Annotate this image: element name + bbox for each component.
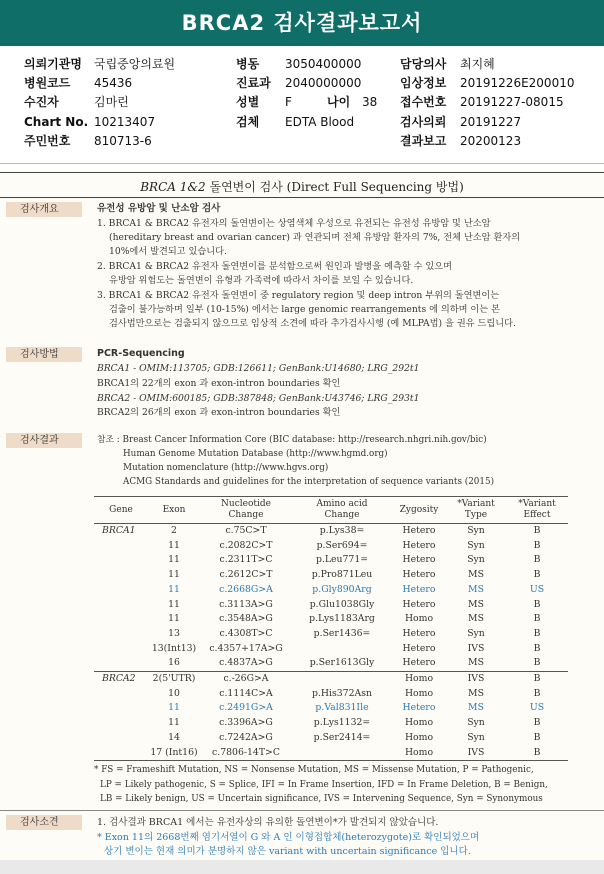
value-clinical-info: 20191226E200010 (460, 76, 575, 90)
zygosity-cell: Homo (404, 687, 434, 699)
method-line-1: BRCA1 - OMIM:113705; GDB:126611; GenBank:U14680; LRG_292t1 (97, 363, 420, 374)
value-hospital-code: 45436 (94, 76, 133, 90)
result-ref-1: 참조 : Breast Cancer Information Core (BIC database: http://research.nhgri.nih.gov/bic) (97, 435, 487, 445)
variant-effect-cell: B (506, 672, 568, 687)
zygosity-cell: Hetero (402, 642, 436, 654)
variant-type-cell: MS (468, 613, 484, 625)
nucleotide-cell: c.7806-14T>C (200, 746, 292, 761)
overview-line-8: 검사법만으로는 검출되지 않으므로 임상적 소견에 따라 추가검사시행 (예 MLPA법) 을 권유 드립니다. (109, 318, 516, 329)
variant-effect-cell: B (533, 627, 541, 639)
label-ward: 병동 (236, 57, 260, 71)
label-chart-no: Chart No. (24, 115, 89, 129)
variant-row (94, 656, 568, 671)
overview-line-7: 검출이 불가능하며 일부 (10-15%) 에서는 large genomic rearrangements 에 의하며 이는 본 (109, 304, 500, 315)
variant-row (94, 672, 568, 687)
amino-acid-cell: p.Ser1436= (313, 627, 371, 639)
variant-effect-cell: B (533, 539, 541, 551)
exon-cell: 11 (168, 613, 180, 625)
abbreviation-footnote (94, 763, 548, 807)
variant-type-cell: MS (468, 569, 484, 581)
label-physician: 담당의사 (400, 57, 447, 71)
report-title (0, 178, 604, 195)
nucleotide-cell: c.3113A>G (219, 598, 273, 610)
value-department: 2040000000 (285, 76, 362, 90)
section-tag-conclusion: 검사소견 (6, 815, 82, 830)
col-zygosity: Zygosity (392, 497, 446, 524)
variant-row (94, 524, 568, 539)
amino-acid-cell: p.Leu771= (315, 554, 369, 566)
value-patient: 김마린 (94, 95, 129, 109)
variant-effect-cell: B (533, 554, 541, 566)
method-line-3: BRCA2 - OMIM:600185; GDB:387848; GenBank:U43746; LRG_293t1 (97, 393, 420, 404)
section-tag-result: 검사결과 (6, 433, 82, 448)
footnote-line-2: LP = Likely pathogenic, S = Splice, IFI = In Frame Insertion, IFD = In Frame Deletion, B = Benign, (100, 779, 548, 790)
col-amino-acid-change: Amino acid Change (292, 497, 392, 524)
conclusion-line-3: 상기 변이는 현재 의미가 분명하지 않은 variant with uncertain significance 입니다. (104, 846, 471, 857)
zygosity-cell: Hetero (402, 583, 436, 595)
zygosity-cell: Hetero (402, 554, 436, 566)
label-receipt-no: 접수번호 (400, 95, 447, 109)
label-clinical-info: 임상정보 (400, 76, 447, 90)
label-test-request: 검사의뢰 (400, 115, 447, 129)
zygosity-cell: Homo (392, 746, 446, 761)
variant-type-cell: Syn (467, 731, 485, 743)
label-department: 진료과 (236, 76, 271, 90)
col-exon: Exon (148, 497, 200, 524)
variant-row (94, 539, 568, 554)
label-specimen: 검체 (236, 115, 260, 129)
gene-cell (94, 568, 148, 583)
nucleotide-cell: c.4308T>C (219, 627, 273, 639)
nucleotide-cell: c.1114C>A (219, 687, 273, 699)
variant-type-cell: IVS (446, 672, 506, 687)
col-variant-type: *Variant Type (446, 497, 506, 524)
overview-line-1: 1. BRCA1 & BRCA2 유전자의 돌연변이는 상염색체 우성으로 유전되는 유전성 유방암 및 난소암 (97, 218, 491, 229)
exon-cell: 11 (168, 539, 180, 551)
report-body (0, 170, 604, 874)
col-gene: Gene (94, 497, 148, 524)
exon-cell: 17 (Int16) (148, 746, 200, 761)
value-requesting-institution: 국립중앙의료원 (94, 57, 176, 71)
value-receipt-no: 20191227-08015 (460, 95, 564, 109)
label-patient: 수진자 (24, 95, 59, 109)
amino-acid-cell: p.Ser2414= (313, 731, 371, 743)
nucleotide-cell: c.2612C>T (219, 569, 273, 581)
overview-line-5: 유방암 위험도는 돌연변이 유형과 가족력에 따라서 차이를 보일 수 있습니다. (109, 275, 414, 286)
label-requesting-institution: 의뢰기관명 (24, 57, 82, 71)
amino-acid-cell: p.Gly890Arg (312, 583, 372, 595)
variant-type-cell: MS (468, 598, 484, 610)
zygosity-cell: Hetero (402, 657, 436, 669)
variant-effect-cell: B (533, 525, 541, 536)
footnote-line-3: LB = Likely benign, US = Uncertain significance, IVS = Intervening Sequence, Syn = Synonymous (100, 794, 543, 804)
exon-cell: 11 (168, 583, 180, 595)
section-tag-overview: 검사개요 (6, 202, 82, 217)
variant-effect-cell: B (533, 613, 541, 625)
exon-cell: 13(Int13) (151, 642, 197, 654)
result-ref-2: Human Genome Mutation Database (http://www.hgmd.org) (123, 449, 388, 459)
value-ward: 3050400000 (285, 57, 362, 71)
variant-table (94, 496, 568, 761)
patient-header (0, 48, 604, 161)
title-rule-top (0, 172, 604, 173)
gene-cell (94, 716, 148, 731)
variant-type-cell: Syn (467, 717, 485, 729)
nucleotide-cell: c.2082C>T (219, 539, 273, 551)
variant-type-cell: MS (468, 702, 484, 714)
value-age: 38 (362, 95, 378, 109)
variant-effect-cell: B (533, 717, 541, 729)
exon-cell: 11 (168, 554, 180, 566)
nucleotide-cell: c.4357+17A>G (209, 642, 283, 654)
zygosity-cell: Hetero (402, 569, 436, 581)
nucleotide-cell: c.3548A>G (219, 613, 273, 625)
variant-effect-cell: B (533, 598, 541, 610)
gene-cell: BRCA2 (94, 672, 148, 687)
label-result-report: 결과보고 (400, 134, 447, 148)
exon-cell: 11 (168, 702, 180, 714)
zygosity-cell: Homo (404, 613, 434, 625)
exon-cell: 13 (168, 627, 180, 639)
variant-row (94, 642, 568, 657)
label-resident-no: 주민번호 (24, 134, 71, 148)
amino-acid-cell: p.Glu1038Gly (309, 598, 375, 610)
variant-row (94, 553, 568, 568)
variant-rows (94, 524, 568, 761)
variant-effect-cell: B (533, 731, 541, 743)
overview-line-4: 2. BRCA1 & BRCA2 유전자 돌연변이를 분석함으로써 원인과 발병을 예측할 수 있으며 (97, 261, 453, 272)
nucleotide-cell: c.-26G>A (200, 672, 292, 687)
label-age: 나이 (327, 95, 351, 109)
value-test-request: 20191227 (460, 115, 522, 129)
variant-row (94, 701, 568, 716)
exon-cell: 2 (171, 525, 177, 536)
variant-effect-cell: B (533, 642, 541, 654)
variant-type-cell: MS (468, 583, 484, 595)
result-ref-3: Mutation nomenclature (http://www.hgvs.org) (123, 463, 329, 473)
gene-cell (94, 656, 148, 671)
amino-acid-cell: p.Lys38= (319, 525, 365, 536)
variant-row (94, 612, 568, 627)
exon-cell: 11 (168, 569, 180, 581)
conclusion-line-2: * Exon 11의 2668번째 염기서열이 G 와 A 인 이형접합체(heterozygote)로 확인되었으며 (97, 832, 480, 843)
overview-heading: 유전성 유방암 및 난소암 검사 (97, 203, 221, 214)
value-specimen: EDTA Blood (285, 115, 355, 129)
gene-cell (94, 687, 148, 702)
variant-type-cell: Syn (467, 539, 485, 551)
label-sex: 성별 (236, 95, 260, 109)
result-ref-4: ACMG Standards and guidelines for the interpretation of sequence variants (2015) (123, 477, 495, 487)
footnote-rule (0, 810, 604, 811)
col-variant-effect: *Variant Effect (506, 497, 568, 524)
nucleotide-cell: c.2491G>A (219, 702, 273, 714)
page-bottom-band (0, 860, 604, 874)
amino-acid-cell: p.Ser1613Gly (309, 657, 375, 669)
zygosity-cell: Hetero (402, 598, 436, 610)
variant-type-cell: Syn (467, 525, 485, 536)
gene-cell (94, 746, 148, 761)
variant-effect-cell: B (533, 657, 541, 669)
variant-type-cell: IVS (467, 642, 485, 654)
variant-row (94, 598, 568, 613)
label-hospital-code: 병원코드 (24, 76, 71, 90)
variant-effect-cell: US (529, 702, 545, 714)
amino-acid-cell: p.His372Asn (312, 687, 372, 699)
value-sex: F (285, 95, 292, 109)
variant-type-cell: IVS (446, 746, 506, 761)
variant-effect-cell: US (529, 583, 545, 595)
section-tag-method: 검사방법 (6, 347, 82, 362)
overview-line-6: 3. BRCA1 & BRCA2 유전자 돌연변이 중 regulatory region 및 deep intron 부위의 돌연변이는 (97, 290, 500, 301)
value-chart-no: 10213407 (94, 115, 156, 129)
variant-row (94, 731, 568, 746)
overview-line-3: 10%에서 발견되고 있습니다. (109, 246, 227, 257)
gene-cell (94, 583, 148, 598)
nucleotide-cell: c.2311T>C (219, 554, 273, 566)
variant-row (94, 716, 568, 731)
amino-acid-cell (292, 672, 392, 687)
zygosity-cell: Hetero (402, 702, 436, 714)
variant-table-header (94, 497, 568, 524)
nucleotide-cell: c.2668G>A (219, 583, 273, 595)
nucleotide-cell: c.3396A>G (219, 717, 273, 729)
variant-effect-cell: B (533, 687, 541, 699)
report-banner: BRCA2 검사결과보고서 (0, 0, 604, 46)
zygosity-cell: Hetero (402, 539, 436, 551)
zygosity-cell: Homo (392, 672, 446, 687)
variant-type-cell: Syn (467, 554, 485, 566)
amino-acid-cell: p.Lys1183Arg (309, 613, 375, 625)
variant-type-cell: Syn (467, 627, 485, 639)
exon-cell: 11 (168, 717, 180, 729)
amino-acid-cell: p.Lys1132= (313, 717, 371, 729)
nucleotide-cell: c.4837A>G (219, 657, 273, 669)
zygosity-cell: Homo (404, 731, 434, 743)
exon-cell: 11 (168, 598, 180, 610)
title-rule-bottom (0, 197, 604, 198)
gene-cell (94, 627, 148, 642)
report-title-text: 돌연변이 검사 (Direct Full Sequencing 방법) (205, 180, 464, 194)
value-resident-no: 810713-6 (94, 134, 152, 148)
exon-cell: 10 (168, 687, 180, 699)
variant-row (94, 627, 568, 642)
gene-cell (94, 553, 148, 568)
variant-effect-cell: B (533, 569, 541, 581)
method-line-2: BRCA1의 22개의 exon 과 exon-intron boundaries 확인 (97, 378, 341, 389)
footnote-line-1: * FS = Frameshift Mutation, NS = Nonsense Mutation, MS = Missense Mutation, P = Pathogenic, (94, 765, 534, 775)
variant-row (94, 568, 568, 583)
gene-cell (94, 701, 148, 716)
variant-effect-cell: B (506, 746, 568, 761)
amino-acid-cell: p.Ser694= (316, 539, 368, 551)
gene-cell (94, 598, 148, 613)
zygosity-cell: Homo (404, 717, 434, 729)
gene-cell (94, 642, 148, 657)
value-result-report: 20200123 (460, 134, 522, 148)
amino-acid-cell: p.Pro871Leu (311, 569, 373, 581)
variant-type-cell: MS (468, 657, 484, 669)
col-nucleotide-change: Nucleotide Change (200, 497, 292, 524)
method-line-4: BRCA2의 26개의 exon 과 exon-intron boundaries 확인 (97, 407, 341, 418)
amino-acid-cell (292, 642, 392, 657)
exon-cell: 2(5'UTR) (148, 672, 200, 687)
conclusion-line-1: 1. 검사결과 BRCA1 에서는 유전자상의 유의한 돌연변이*가 발견되지 않았습니다. (97, 817, 439, 828)
variant-row (94, 583, 568, 598)
gene-cell: BRCA1 (102, 525, 136, 536)
method-heading: PCR-Sequencing (97, 348, 185, 359)
nucleotide-cell: c.7242A>G (219, 731, 273, 743)
amino-acid-cell: p.Val831Ile (315, 702, 369, 714)
zygosity-cell: Hetero (402, 627, 436, 639)
variant-type-cell: MS (468, 687, 484, 699)
overview-line-2: (hereditary breast and ovarian cancer) 과 연관되며 전체 유방암 환자의 7%, 전체 난소암 환자의 (109, 232, 521, 243)
report-title-genes: BRCA 1&2 (140, 180, 206, 194)
header-divider (0, 163, 604, 164)
variant-row (94, 687, 568, 702)
amino-acid-cell (292, 746, 392, 761)
value-physician: 최지혜 (460, 57, 495, 71)
nucleotide-cell: c.75C>T (225, 525, 267, 536)
exon-cell: 16 (168, 657, 180, 669)
variant-row (94, 746, 568, 761)
gene-cell (94, 539, 148, 554)
zygosity-cell: Hetero (402, 525, 436, 536)
gene-cell (94, 731, 148, 746)
gene-cell (94, 612, 148, 627)
exon-cell: 14 (168, 731, 180, 743)
